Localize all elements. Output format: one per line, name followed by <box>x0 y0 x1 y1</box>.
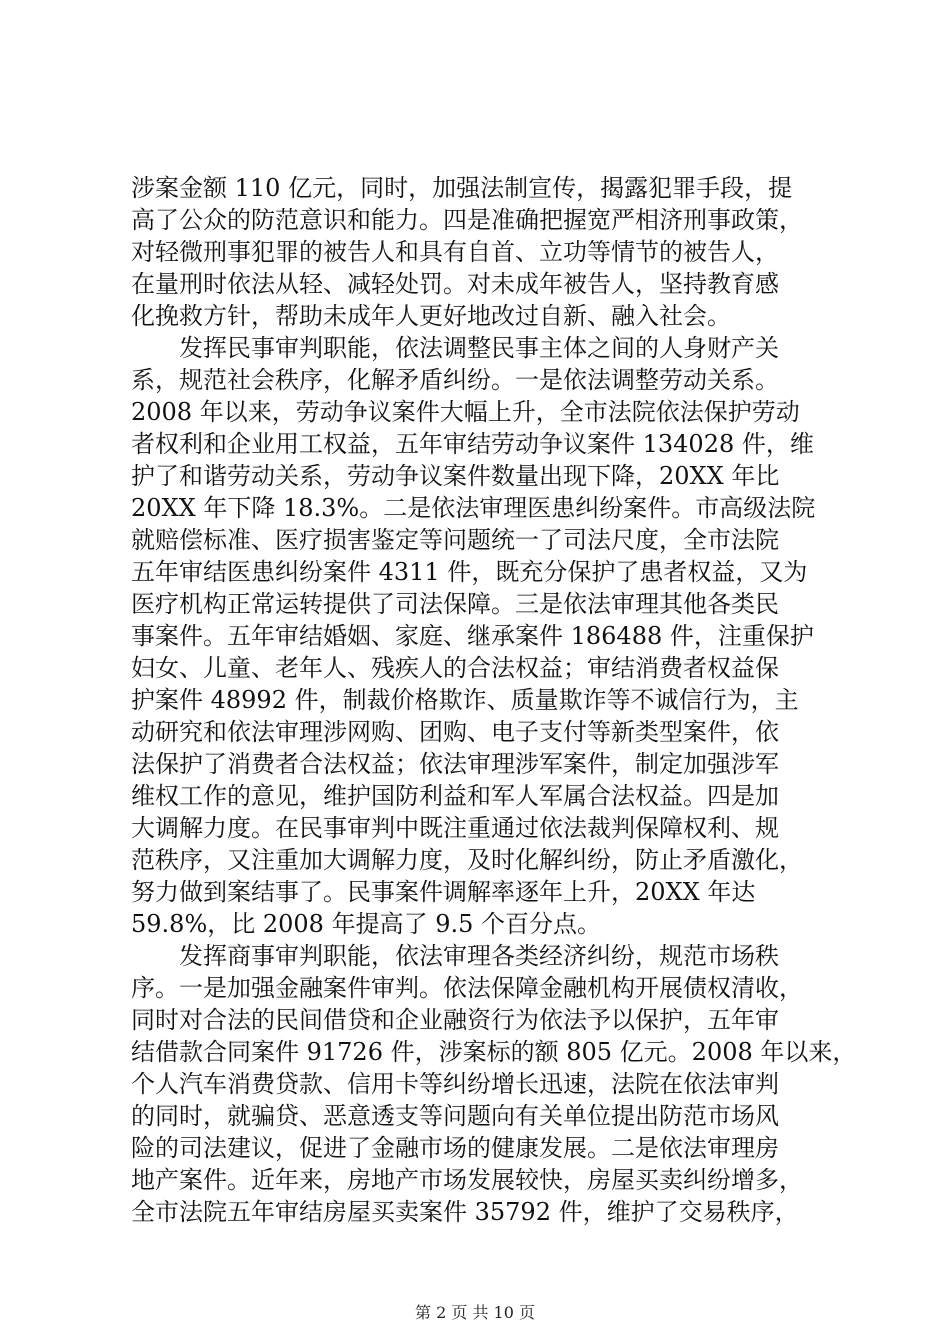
text-line: 结借款合同案件 91726 件，涉案标的额 805 亿元。2008 年以来， <box>131 1038 857 1066</box>
text-line: 2008 年以来，劳动争议案件大幅上升，全市法院依法保护劳动 <box>131 398 800 426</box>
text-line: 发挥商事审判职能，依法审理各类经济纠纷，规范市场秩 <box>131 942 779 970</box>
text-line: 发挥民事审判职能，依法调整民事主体之间的人身财产关 <box>131 334 779 362</box>
text-line: 对轻微刑事犯罪的被告人和具有自首、立功等情节的被告人， <box>131 238 779 266</box>
text-line: 高了公众的防范意识和能力。四是准确把握宽严相济刑事政策， <box>131 206 803 234</box>
text-line: 的同时，就骗贷、恶意透支等问题向有关单位提出防范市场风 <box>131 1102 779 1130</box>
text-line: 法保护了消费者合法权益；依法审理涉军案件，制定加强涉军 <box>131 750 779 778</box>
text-line: 20XX 年下降 18.3%。二是依法审理医患纠纷案件。市高级法院 <box>131 494 816 522</box>
text-line: 大调解力度。在民事审判中既注重通过依法裁判保障权利、规 <box>131 814 779 842</box>
text-line: 个人汽车消费贷款、信用卡等纠纷增长迅速，法院在依法审判 <box>131 1070 779 1098</box>
text-line: 努力做到案结事了。民事案件调解率逐年上升，20XX 年达 <box>131 878 756 906</box>
text-line: 地产案件。近年来，房地产市场发展较快，房屋买卖纠纷增多， <box>131 1166 803 1194</box>
text-line: 动研究和依法审理涉网购、团购、电子支付等新类型案件，依 <box>131 718 779 746</box>
text-line: 同时对合法的民间借贷和企业融资行为依法予以保护，五年审 <box>131 1006 779 1034</box>
text-line: 护案件 48992 件，制裁价格欺诈、质量欺诈等不诚信行为，主 <box>131 686 799 714</box>
text-line: 医疗机构正常运转提供了司法保障。三是依法审理其他各类民 <box>131 590 779 618</box>
text-line: 护了和谐劳动关系，劳动争议案件数量出现下降，20XX 年比 <box>131 462 780 490</box>
body-text <box>131 172 857 1228</box>
text-line: 系，规范社会秩序，化解矛盾纠纷。一是依法调整劳动关系。 <box>131 366 779 394</box>
text-line: 事案件。五年审结婚姻、家庭、继承案件 186488 件，注重保护 <box>131 622 814 650</box>
text-line: 就赔偿标准、医疗损害鉴定等问题统一了司法尺度，全市法院 <box>131 526 779 554</box>
text-line: 五年审结医患纠纷案件 4311 件，既充分保护了患者权益，又为 <box>131 558 808 586</box>
text-line: 者权利和企业用工权益，五年审结劳动争议案件 134028 件，维 <box>131 430 814 458</box>
text-line: 全市法院五年审结房屋买卖案件 35792 件，维护了交易秩序， <box>131 1198 799 1226</box>
text-line: 在量刑时依法从轻、减轻处罚。对未成年被告人，坚持教育感 <box>131 270 779 298</box>
text-line: 妇女、儿童、老年人、残疾人的合法权益；审结消费者权益保 <box>131 654 779 682</box>
text-line: 化挽救方针，帮助未成年人更好地改过自新、融入社会。 <box>131 302 731 330</box>
text-line: 范秩序，又注重加大调解力度，及时化解纠纷，防止矛盾激化， <box>131 846 803 874</box>
text-line: 险的司法建议，促进了金融市场的健康发展。二是依法审理房 <box>131 1134 779 1162</box>
text-line: 维权工作的意见，维护国防利益和军人军属合法权益。四是加 <box>131 782 779 810</box>
text-line: 序。一是加强金融案件审判。依法保障金融机构开展债权清收， <box>131 974 803 1002</box>
text-line: 59.8%，比 2008 年提高了 9.5 个百分点。 <box>131 910 602 938</box>
page-number-footer: 第 2 页 共 10 页 <box>415 1303 535 1322</box>
text-line: 涉案金额 110 亿元，同时，加强法制宣传，揭露犯罪手段，提 <box>131 174 793 202</box>
